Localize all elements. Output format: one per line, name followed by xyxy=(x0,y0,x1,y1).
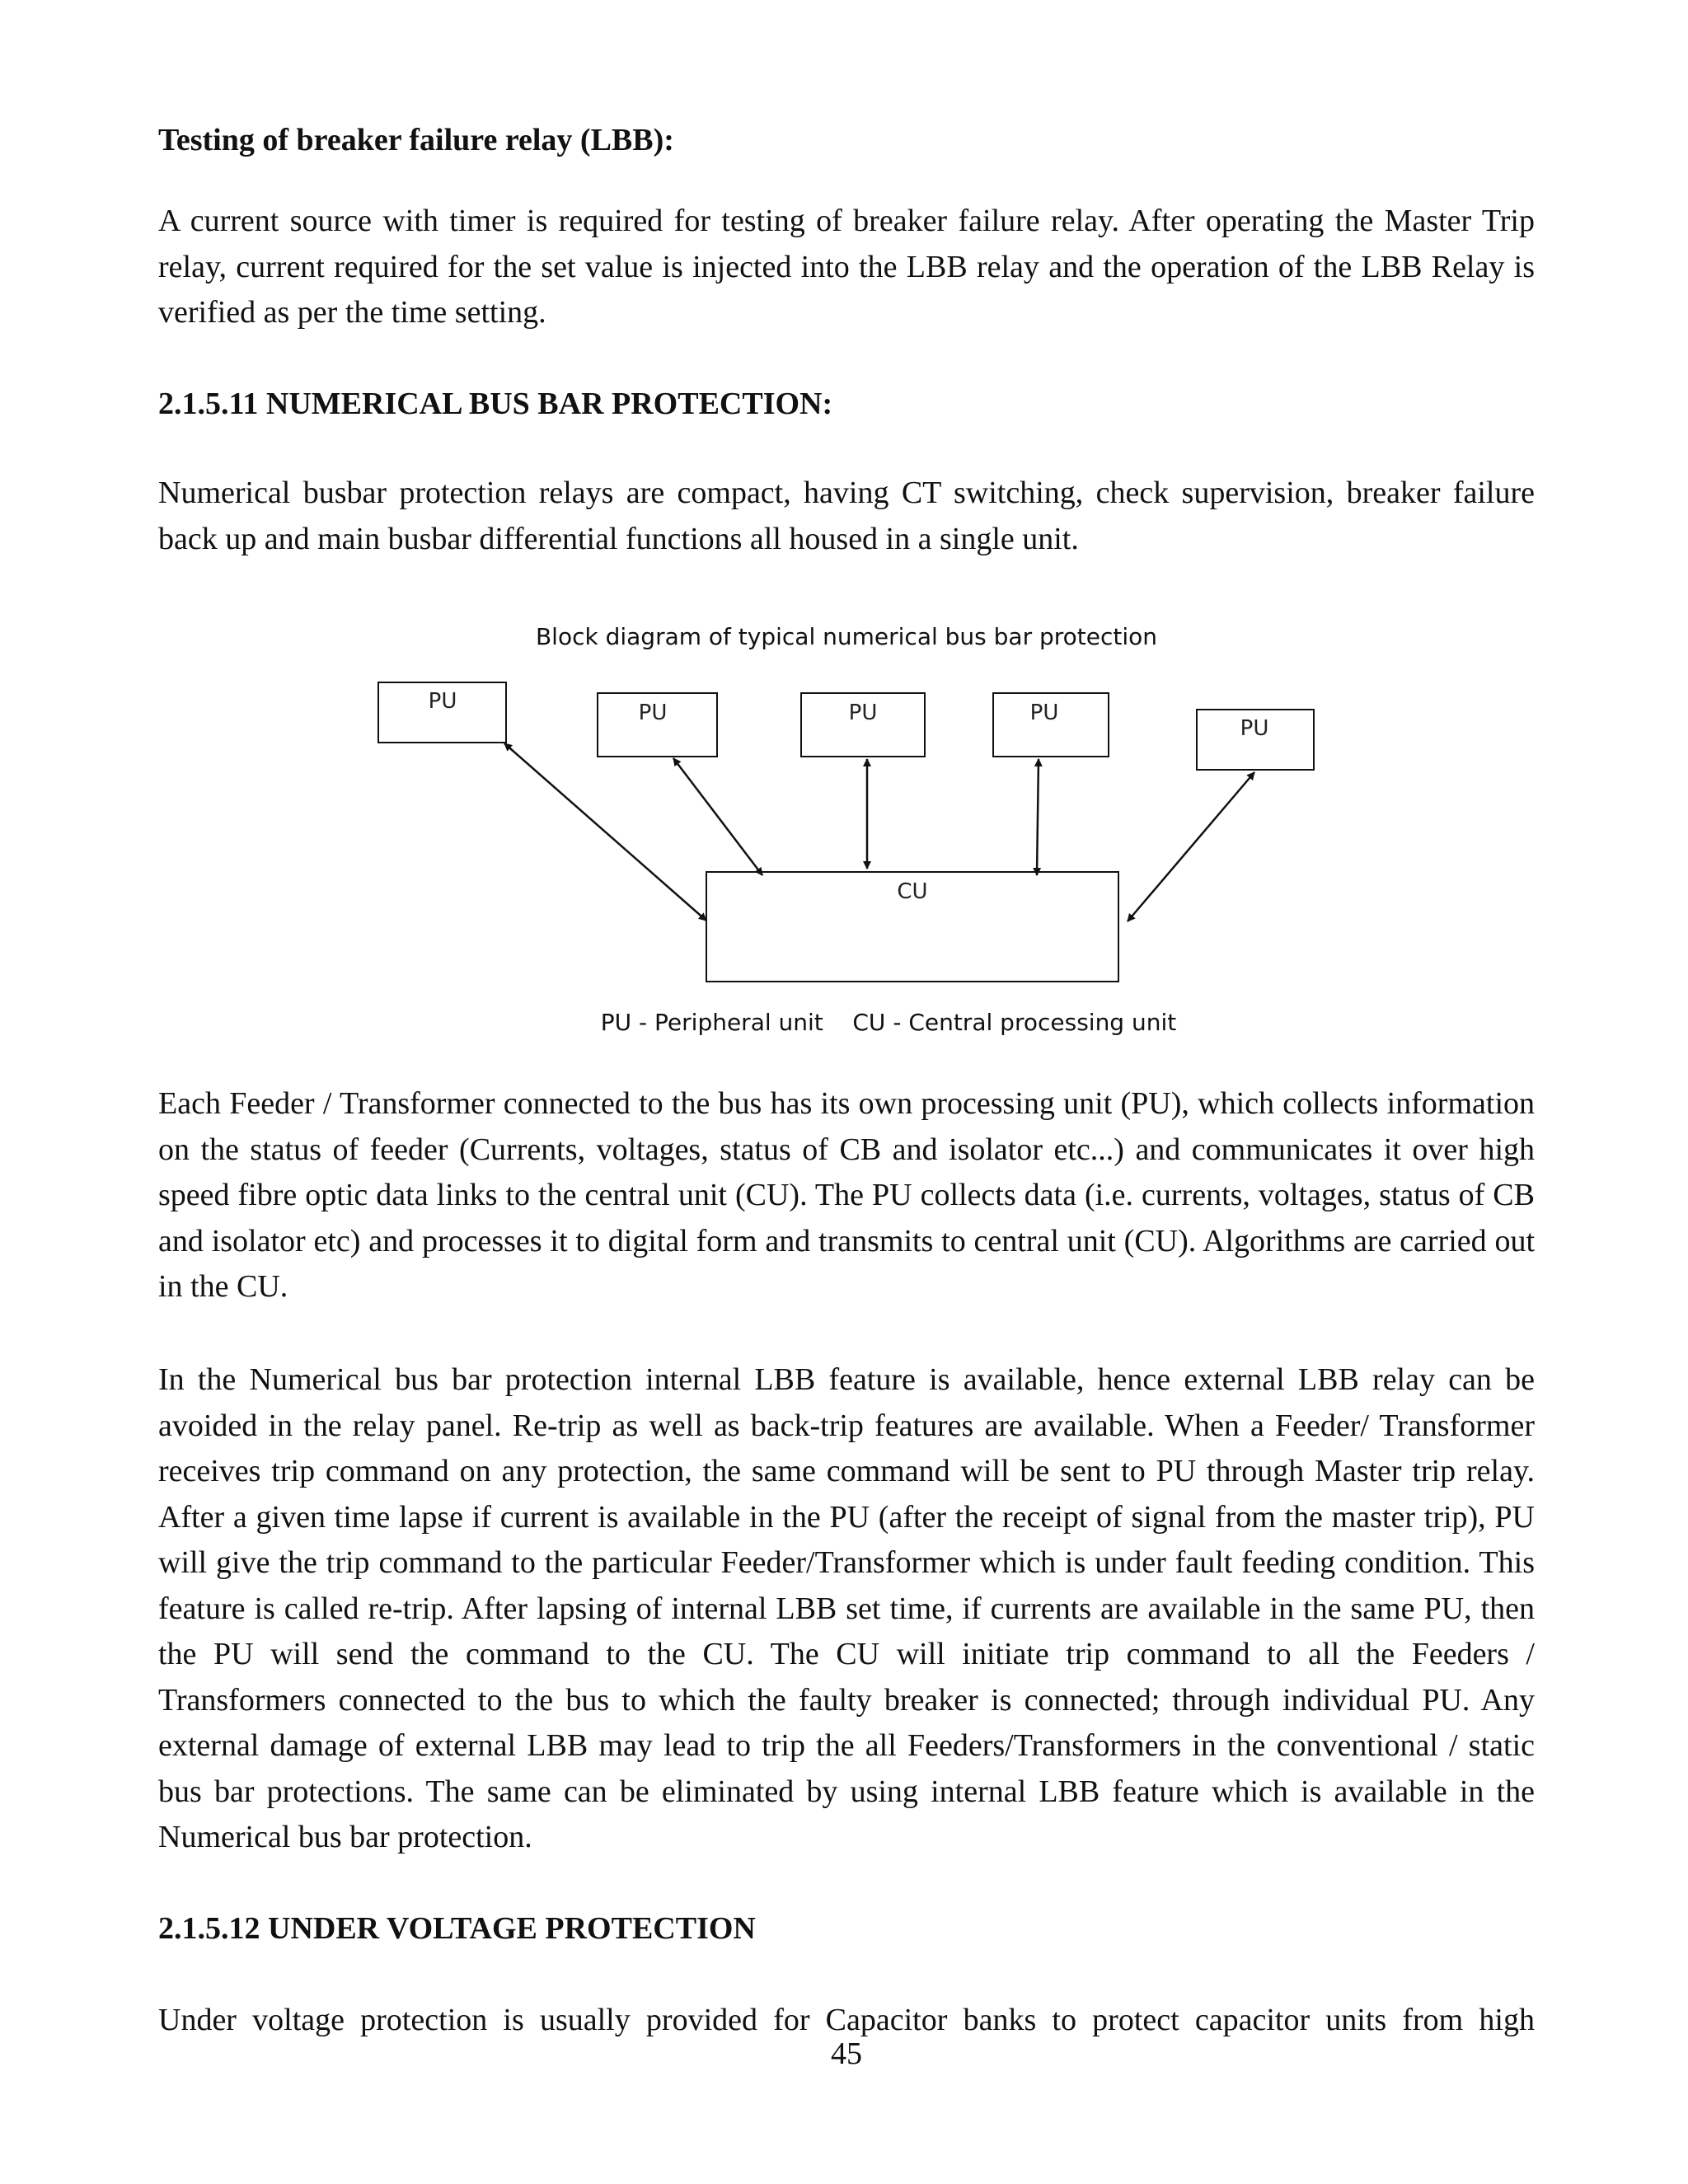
peripheral-unit-2 xyxy=(598,693,717,757)
peripheral-unit-3-label: PU xyxy=(848,701,878,725)
diagram-caption: PU - Peripheral unit CU - Central processing unit xyxy=(600,1009,1177,1036)
peripheral-unit-2-label: PU xyxy=(638,701,668,725)
busbar-block-diagram xyxy=(158,610,1535,1071)
link-pu2-cu xyxy=(673,758,762,875)
central-unit xyxy=(706,872,1118,982)
busbar-intro-paragraph: Numerical busbar protection relays are compact, having CT switching, check supervision, breaker failure back up and main busbar differential functions all housed in a single unit. xyxy=(158,476,1535,556)
central-unit-label: CU xyxy=(897,879,928,904)
link-pu1-cu xyxy=(504,743,706,921)
busbar-protection-heading: 2.1.5.11 NUMERICAL BUS BAR PROTECTION: xyxy=(158,387,833,421)
diagram-title: Block diagram of typical numerical bus bar protection xyxy=(535,623,1158,650)
lbb-testing-paragraph: A current source with timer is required for testing of breaker failure relay. After operating the Master Trip relay, current required for the set value is injected into the LBB relay and the operation of the LBB Relay is verified as per the time setting. xyxy=(158,204,1535,330)
peripheral-unit-3 xyxy=(801,693,925,757)
page-number: 45 xyxy=(831,2036,862,2071)
peripheral-unit-4 xyxy=(993,693,1109,757)
under-voltage-paragraph: Under voltage protection is usually provided for Capacitor banks to protect capacitor units from high xyxy=(158,2003,1535,2037)
link-pu4-cu xyxy=(1037,759,1039,875)
link-pu5-cu xyxy=(1128,772,1254,921)
peripheral-unit-5 xyxy=(1197,710,1314,770)
lbb-testing-heading: Testing of breaker failure relay (LBB): xyxy=(158,123,674,157)
busbar-body-paragraph-1: Each Feeder / Transformer connected to the bus has its own processing unit (PU), which collects information on the status of feeder (Currents, voltages, status of CB and isolator etc...) and communicates it over high speed fibre optic data links to the central unit (CU). The PU collects data (i.e. currents, voltages, status of CB and isolator etc) and processes it to digital form and transmits to central unit (CU). Algorithms are carried out in the CU. xyxy=(158,1086,1535,1304)
under-voltage-heading: 2.1.5.12 UNDER VOLTAGE PROTECTION xyxy=(158,1911,756,1946)
peripheral-unit-1-label: PU xyxy=(428,689,457,714)
busbar-body-paragraph-2: In the Numerical bus bar protection internal LBB feature is available, hence external LBB relay can be avoided in the relay panel. Re-trip as well as back-trip features are available. When a Feeder/ Transformer receives trip command on any protection, the same command will be sent to PU through Master trip relay. After a given time lapse if current is available in the PU (after the receipt of signal from the master trip), PU will give the trip command to the particular Feeder/Transformer which is under fault feeding condition. This feature is called re-trip. After lapsing of internal LBB set time, if currents are available in the same PU, then the PU will send the command to the CU. The CU will initiate trip command to all the Feeders / Transformers connected to the bus to which the faulty breaker is connected; through individual PU. Any external damage of external LBB may lead to trip the all Feeders/Transformers in the conventional / static bus bar protections. The same can be eliminated by using internal LBB feature which is available in the Numerical bus bar protection. xyxy=(158,1362,1535,1854)
peripheral-unit-5-label: PU xyxy=(1240,716,1269,741)
peripheral-unit-4-label: PU xyxy=(1029,701,1059,725)
peripheral-unit-1 xyxy=(378,682,506,743)
block-diagram-svg xyxy=(158,610,1535,1071)
